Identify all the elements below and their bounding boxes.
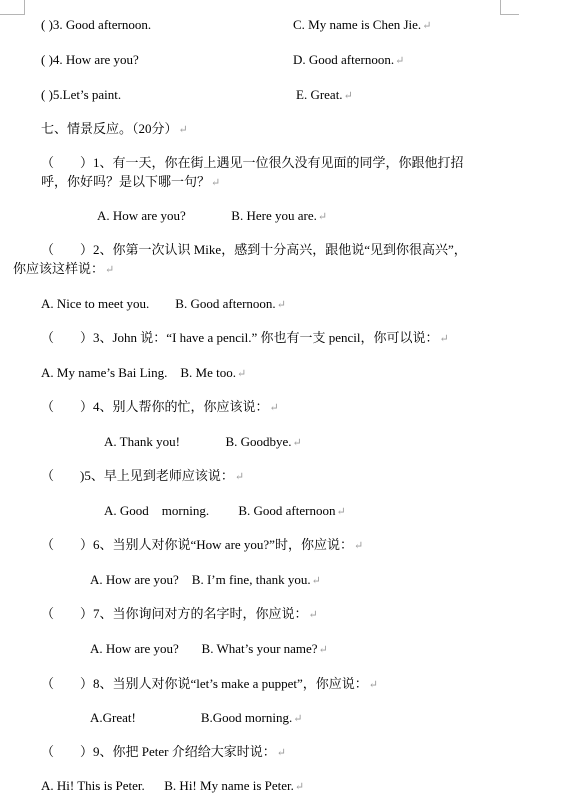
question-stem-continued: 你应该这样说：↵ — [13, 261, 115, 276]
paragraph-mark-icon: ↵ — [308, 609, 318, 621]
question-stem: （ ）2、你第一次认识 Mike，感到十分高兴，跟他说“见到你很高兴”， — [41, 242, 467, 257]
question-stem: （ ）7、当你询问对方的名字时，你应说：↵ — [41, 606, 318, 621]
match-row-right: D. Good afternoon.↵ — [293, 52, 405, 67]
page-corner-mark-right — [500, 0, 519, 15]
section-title: 七、情景反应。（20分）↵ — [41, 121, 188, 136]
question-stem: （ ）6、当别人对你说“How are you?”时，你应说：↵ — [41, 537, 364, 552]
paragraph-mark-icon: ↵ — [292, 437, 302, 449]
match-row-left: ( )3. Good afternoon. — [41, 17, 152, 32]
match-row-right: C. My name is Chen Jie.↵ — [293, 17, 432, 32]
match-row-left: ( )4. How are you? — [41, 52, 139, 67]
paragraph-mark-icon: ↵ — [439, 333, 449, 345]
paragraph-mark-icon: ↵ — [368, 679, 378, 691]
paragraph-mark-icon: ↵ — [237, 368, 247, 380]
paragraph-mark-icon: ↵ — [317, 211, 328, 223]
paragraph-mark-icon: ↵ — [211, 177, 221, 189]
question-stem: （ ）8、当别人对你说“let’s make a puppet”，你应说：↵ — [41, 676, 378, 691]
paragraph-mark-icon: ↵ — [422, 20, 432, 32]
paragraph-mark-icon: ↵ — [343, 90, 353, 102]
paragraph-mark-icon: ↵ — [276, 299, 286, 311]
match-row-left: ( )5.Let’s paint. — [41, 87, 122, 102]
question-options: A. How are you? B. Here you are.↵ — [97, 208, 328, 223]
question-options: A. Hi! This is Peter. B. Hi! My name is Peter.↵ — [41, 778, 305, 793]
page-corner-mark-left — [0, 0, 25, 15]
paragraph-mark-icon: ↵ — [269, 402, 279, 414]
question-stem-continued: 呼，你好吗？是以下哪一句？↵ — [41, 174, 221, 189]
question-options: A. Nice to meet you. B. Good afternoon.↵ — [41, 296, 286, 311]
question-options: A.Great! B.Good morning.↵ — [90, 710, 303, 725]
question-options: A. How are you? B. I’m fine, thank you.↵ — [90, 572, 321, 587]
question-options: A. Good morning. B. Good afternoon↵ — [104, 503, 346, 518]
paragraph-mark-icon: ↵ — [234, 471, 245, 483]
paragraph-mark-icon: ↵ — [105, 264, 115, 276]
paragraph-mark-icon: ↵ — [336, 506, 346, 518]
question-stem: （ ）9、你把 Peter 介绍给大家时说：↵ — [41, 744, 286, 759]
question-stem: （ ）4、别人帮你的忙，你应该说：↵ — [41, 399, 279, 414]
paragraph-mark-icon: ↵ — [311, 575, 321, 587]
paragraph-mark-icon: ↵ — [395, 55, 405, 67]
question-options: A. How are you? B. What’s your name?↵ — [90, 641, 328, 656]
question-stem: （ )5、早上见到老师应该说：↵ — [41, 468, 245, 483]
question-options: A. My name’s Bai Ling. B. Me too.↵ — [41, 365, 247, 380]
match-row-right: E. Great.↵ — [296, 87, 353, 102]
paragraph-mark-icon: ↵ — [293, 713, 303, 725]
paragraph-mark-icon: ↵ — [353, 540, 364, 552]
paragraph-mark-icon: ↵ — [178, 124, 188, 136]
paragraph-mark-icon: ↵ — [294, 781, 305, 793]
paragraph-mark-icon: ↵ — [276, 747, 286, 759]
question-stem: （ ）3、John 说：“I have a pencil.” 你也有一支 pencil，你可以说：↵ — [41, 330, 449, 345]
paragraph-mark-icon: ↵ — [318, 644, 328, 656]
question-stem: （ ）1、有一天，你在街上遇见一位很久没有见面的同学，你跟他打招 — [41, 155, 464, 170]
question-options: A. Thank you! B. Goodbye.↵ — [104, 434, 302, 449]
